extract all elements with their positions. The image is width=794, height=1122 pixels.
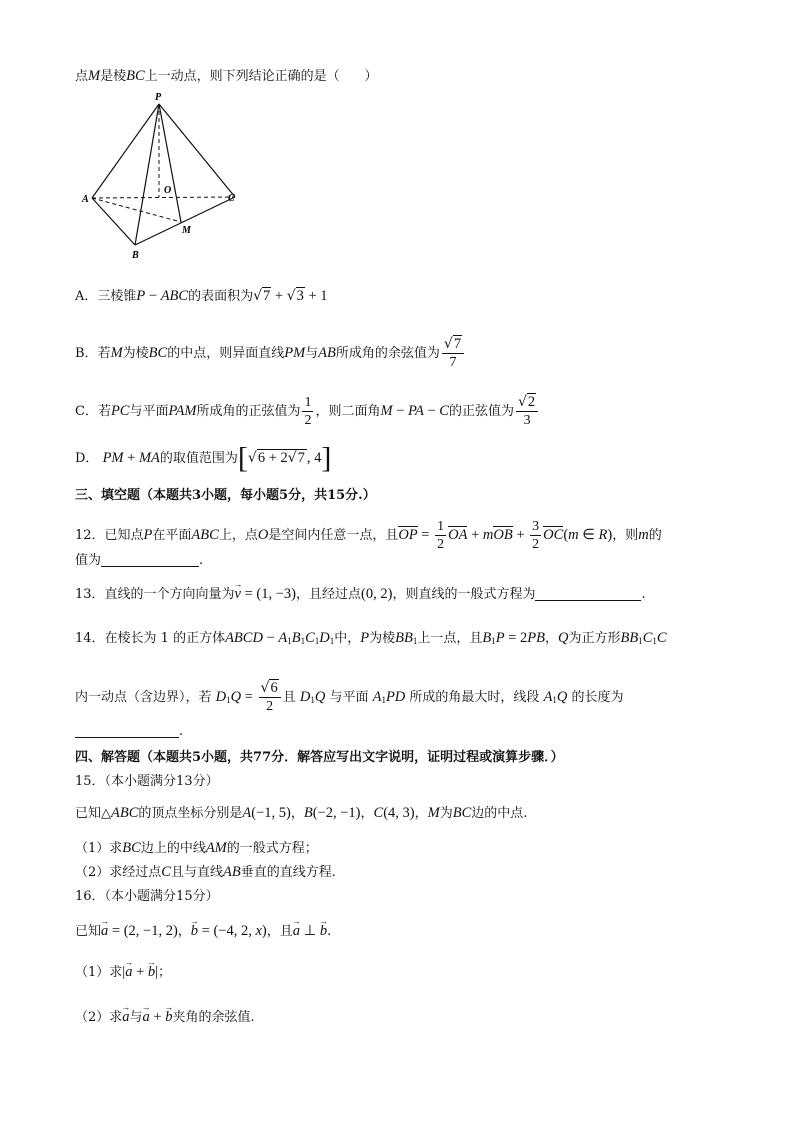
label-o: O — [164, 185, 172, 196]
q15-header: 15．（本小题满分13分） — [75, 774, 219, 789]
q16-part2: （2）求→ a与→ a + → b夹角的余弦值. — [75, 1007, 255, 1028]
q12-answer-blank[interactable] — [101, 552, 199, 567]
option-b: B．若M为棱BC的中点，则异面直线PM与AB所成角的余弦值为 $\frac{√7}{7}$ — [75, 336, 466, 371]
option-a: A．三棱锥P − ABC的表面积为√7 + √3 + 1 — [75, 288, 328, 304]
option-d: D． PM + MA的取值范围为[√6 + 2√7 , 4] — [75, 441, 332, 475]
label-b: B — [132, 250, 139, 261]
label-p: P — [155, 92, 162, 103]
q14-line2: 内一动点（含边界），若 $D_1Q$ = $\frac{√6}{2}$ 且 $D_1Q$ 与平面 $A_1PD$ 所成的角最大时，线段 $A_1Q$ 的长度为 — [75, 680, 624, 714]
label-m: M — [182, 225, 191, 236]
option-c: C．若PC与平面PAM所成角的正弦值为 $\frac{1}{2}$ ，则二面角M − PA − C的正弦值为 $\frac{√2}{3}$ — [75, 394, 540, 429]
q16-stem: 已知→ a = (2, −1, 2)，→ b = (−4, 2, x)，且→ a ⊥ → b. — [75, 921, 331, 942]
q13-answer-blank[interactable] — [535, 586, 641, 601]
q14-line3: . — [75, 722, 183, 742]
pyramid-figure — [80, 88, 250, 264]
q12-line1: 12．已知点P在平面ABC上，点O是空间内任意一点，且OP = $\frac{1}{2}$ OA + mOB + $\frac{3}{2}$ OC(m ∈ R)，则m的 — [75, 519, 662, 552]
section-4-title: 四、解答题（本题共5小题，共77分．解答应写出文字说明，证明过程或演算步骤．） — [75, 750, 564, 765]
q15-part1: （1）求BC边上的中线AM的一般式方程； — [75, 840, 318, 856]
question-intro: 点M是棱BC上一动点，则下列结论正确的是（ ） — [75, 68, 378, 84]
q14-answer-blank[interactable] — [75, 723, 179, 738]
q13: 13．直线的一个方向向量为→ v = (1, −3)，且经过点(0, 2)，则直线的一般式方程为 . — [75, 584, 646, 605]
q12-line2: 值为 . — [75, 553, 204, 568]
label-c: C — [228, 193, 235, 204]
label-a: A — [82, 194, 89, 205]
q15-stem: 已知△ABC的顶点坐标分别是A(−1, 5)，B(−2, −1)，C(4, 3)，M为BC边的中点. — [75, 805, 528, 821]
q14-line1: 14．在棱长为 1 的正方体ABCD − $A_1B_1C_1D_1$中，P为棱$BB_1$上一点，且$B_1P = 2PB$，Q为正方形$BB_1C_1C$ — [75, 630, 667, 646]
q16-part1: （1）求|→ a + → b|； — [75, 962, 171, 983]
section-3-title: 三、填空题（本题共3小题，每小题5分，共15分.） — [75, 488, 376, 503]
q15-part2: （2）求经过点C且与直线AB垂直的直线方程. — [75, 864, 336, 880]
q16-header: 16．（本小题满分15分） — [75, 889, 219, 904]
